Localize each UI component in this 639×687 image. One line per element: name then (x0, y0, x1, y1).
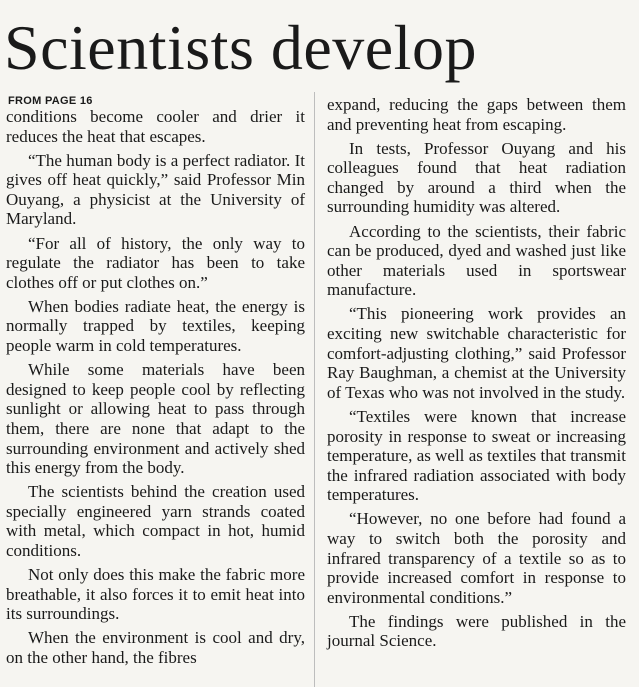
paragraph: “For all of history, the only way to regulate the radiator has been to take clothes off or put clothes on.” (6, 233, 305, 292)
paragraph: The findings were published in the journal Science. (327, 611, 626, 651)
article-column-2 (327, 95, 626, 656)
paragraph: “The human body is a perfect radiator. It gives off heat quickly,” said Professor Min Ouyang, a physicist at the University of Maryland. (6, 150, 305, 229)
continued-from-label: FROM PAGE 16 (8, 95, 93, 107)
paragraph: In tests, Professor Ouyang and his colleagues found that heat radiation changed by around a third when the surrounding humidity was altered. (327, 138, 626, 217)
paragraph: “Textiles were known that increase porosity in response to sweat or increasing temperature, as well as textiles that transmit the infrared radiation associated with body temperatures. (327, 406, 626, 505)
paragraph: “However, no one before had found a way to switch both the porosity and infrared transparency of a textile so as to provide increased comfort in response to environmental conditions.” (327, 509, 626, 607)
paragraph: conditions become cooler and drier it reduces the heat that escapes. (6, 107, 305, 146)
paragraph: When the environment is cool and dry, on the other hand, the fibres (6, 628, 305, 667)
paragraph: expand, reducing the gaps between them and preventing heat from escaping. (327, 95, 626, 134)
column-divider (314, 92, 315, 687)
paragraph: While some materials have been designed to keep people cool by reflecting sunlight or allowing heat to pass through them, there are none that adapt to the surrounding environment and actively shed this energy from the body. (6, 360, 305, 478)
article-column-1 (6, 107, 305, 672)
paragraph: When bodies radiate heat, the energy is normally trapped by textiles, keeping people warm in cold temperatures. (6, 296, 305, 356)
headline: Scientists develop (4, 12, 477, 83)
paragraph: The scientists behind the creation used specially engineered yarn strands coated with metal, which compact in hot, humid conditions. (6, 482, 305, 560)
paragraph: “This pioneering work provides an exciting new switchable characteristic for comfort-adjusting clothing,” said Professor Ray Baughman, a chemist at the University of Texas who was not involved in the study. (327, 304, 626, 402)
paragraph: Not only does this make the fabric more breathable, it also forces it to emit heat into its surroundings. (6, 565, 305, 624)
paragraph: According to the scientists, their fabric can be produced, dyed and washed just like other materials used in sportswear manufacture. (327, 221, 626, 300)
